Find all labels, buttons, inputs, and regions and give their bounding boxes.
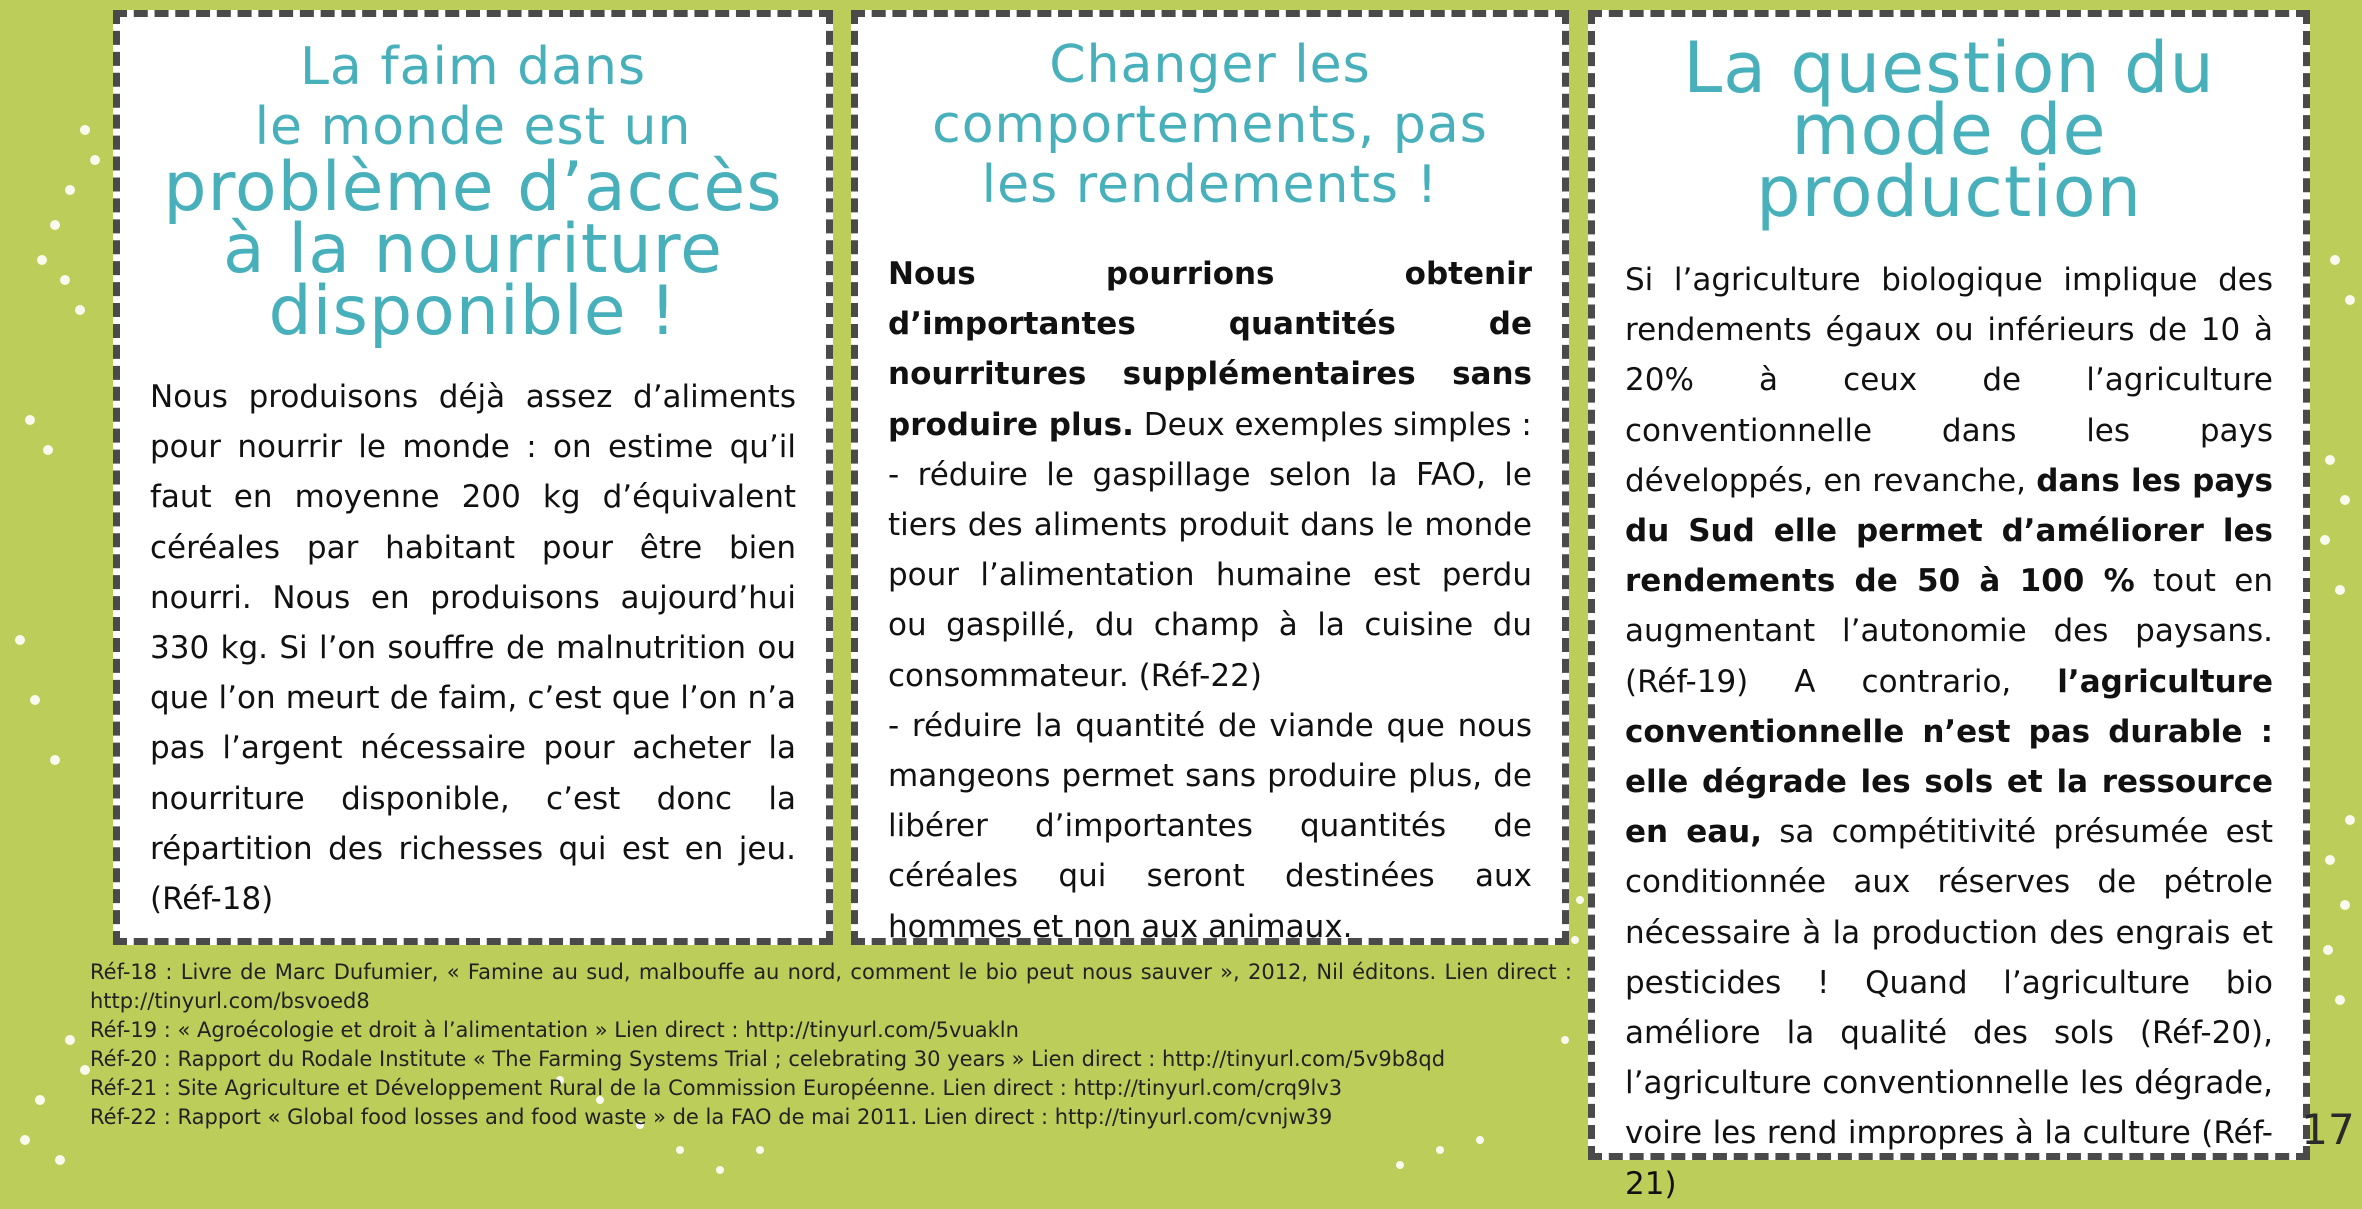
paragraph: Nous produisons déjà assez d’aliments pour nourrir le monde : on estime qu’il faut en moyenne 200 kg d’équivalent céréales par habitant pour être bien nourri. Nous en produisons aujourd’hui 330 kg. Si l’on souffre de malnutrition ou que l’on meurt de faim, c’est que l’on n’a pas l’argent nécessaire pour acheter la nourriture disponible, c’est donc la répartition des richesses qui est en jeu. (Réf-18): [150, 379, 796, 918]
title-line: problème d’accès: [163, 148, 783, 227]
panel-production-mode-body: [1625, 255, 2273, 1209]
reference-item: Réf-21 : Site Agriculture et Développement Rural de la Commission Européenne. Lien direct : http://tinyurl.com/crq9lv3: [90, 1076, 1343, 1100]
title-line: le monde est un: [254, 97, 692, 157]
bullet-waste: - réduire le gaspillage selon la FAO, le tiers des aliments produit dans le monde pour l’alimentation humaine est perdu ou gaspillé, du champ à la cuisine du consommateur. (Réf-22): [888, 456, 1532, 694]
panel-hunger-access-body: [150, 372, 796, 924]
title-line: mode de: [1791, 89, 2107, 171]
reference-item: Réf-22 : Rapport « Global food losses and food waste » de la FAO de mai 2011. Lien direct : http://tinyurl.com/cvnjw39: [90, 1105, 1333, 1129]
panel-change-behaviour: [851, 10, 1569, 945]
title-line: production: [1756, 151, 2142, 233]
bold-part: l’agriculture conventionnelle n’est pas durable : elle dégrade les sols et la ressource en eau,: [1625, 663, 2273, 851]
panel-hunger-access-title: [120, 37, 826, 351]
title-line: La faim dans: [299, 37, 647, 97]
text-part: tout en augmentant l’autonomie des paysans. (Réf-19) A contrario,: [1625, 563, 2273, 700]
title-line: La question du: [1683, 27, 2215, 109]
panel-change-behaviour-title: [858, 35, 1562, 215]
text-part: sa compétitivité présumée est conditionnée aux réserves de pétrole nécessaire à la production des engrais et pesticides ! Quand l’agriculture bio améliore la qualité des sols (Réf-20), l’agriculture conventionnelle les dégrade, voire les rend impropres à la culture (Réf-21): [1625, 814, 2273, 1202]
references-list: [90, 958, 1572, 1132]
page-number: 17: [2301, 1105, 2355, 1154]
bullet-meat: - réduire la quantité de viande que nous mangeons permet sans produire plus, de libérer d’importantes quantités de céréales qui seront destinées aux hommes et non aux animaux.: [888, 707, 1532, 945]
title-line: Changer les: [1049, 35, 1371, 95]
panel-change-behaviour-body: [888, 249, 1532, 952]
text-part: Si l’agriculture biologique implique des rendements égaux ou inférieurs de 10 à 20% à ceux de l’agriculture conventionnelle dans les pays développés, en revanche,: [1625, 262, 2273, 499]
title-line: comportements, pas: [932, 95, 1488, 155]
paragraph: [1625, 255, 2273, 1209]
panel-production-mode-title: [1595, 27, 2303, 233]
intro-bold-text: Nous pourrions obtenir d’importantes quantités de nourritures supplémentaires sans produire plus.: [888, 256, 1532, 443]
reference-item: Réf-19 : « Agroécologie et droit à l’alimentation » Lien direct : http://tinyurl.com/5vuakln: [90, 1018, 1019, 1042]
reference-item: Réf-20 : Rapport du Rodale Institute « The Farming Systems Trial ; celebrating 30 years » Lien direct : http://tinyurl.com/5v9b8qd: [90, 1047, 1446, 1071]
panel-hunger-access: [113, 10, 833, 945]
intro-text: Deux exemples simples :: [1133, 406, 1532, 443]
title-line: les rendements !: [981, 155, 1439, 215]
intro-paragraph: [888, 249, 1532, 450]
reference-item: Réf-18 : Livre de Marc Dufumier, « Famine au sud, malbouffe au nord, comment le bio peut nous sauver », 2012, Nil éditons. Lien direct : http://tinyurl.com/bsvoed8: [90, 960, 1572, 1013]
title-line: disponible !: [268, 272, 678, 351]
bold-part: dans les pays du Sud elle permet d’améliorer les rendements de 50 à 100 %: [1625, 462, 2273, 600]
title-line: à la nourriture: [223, 210, 723, 289]
panel-production-mode: [1588, 10, 2310, 1202]
